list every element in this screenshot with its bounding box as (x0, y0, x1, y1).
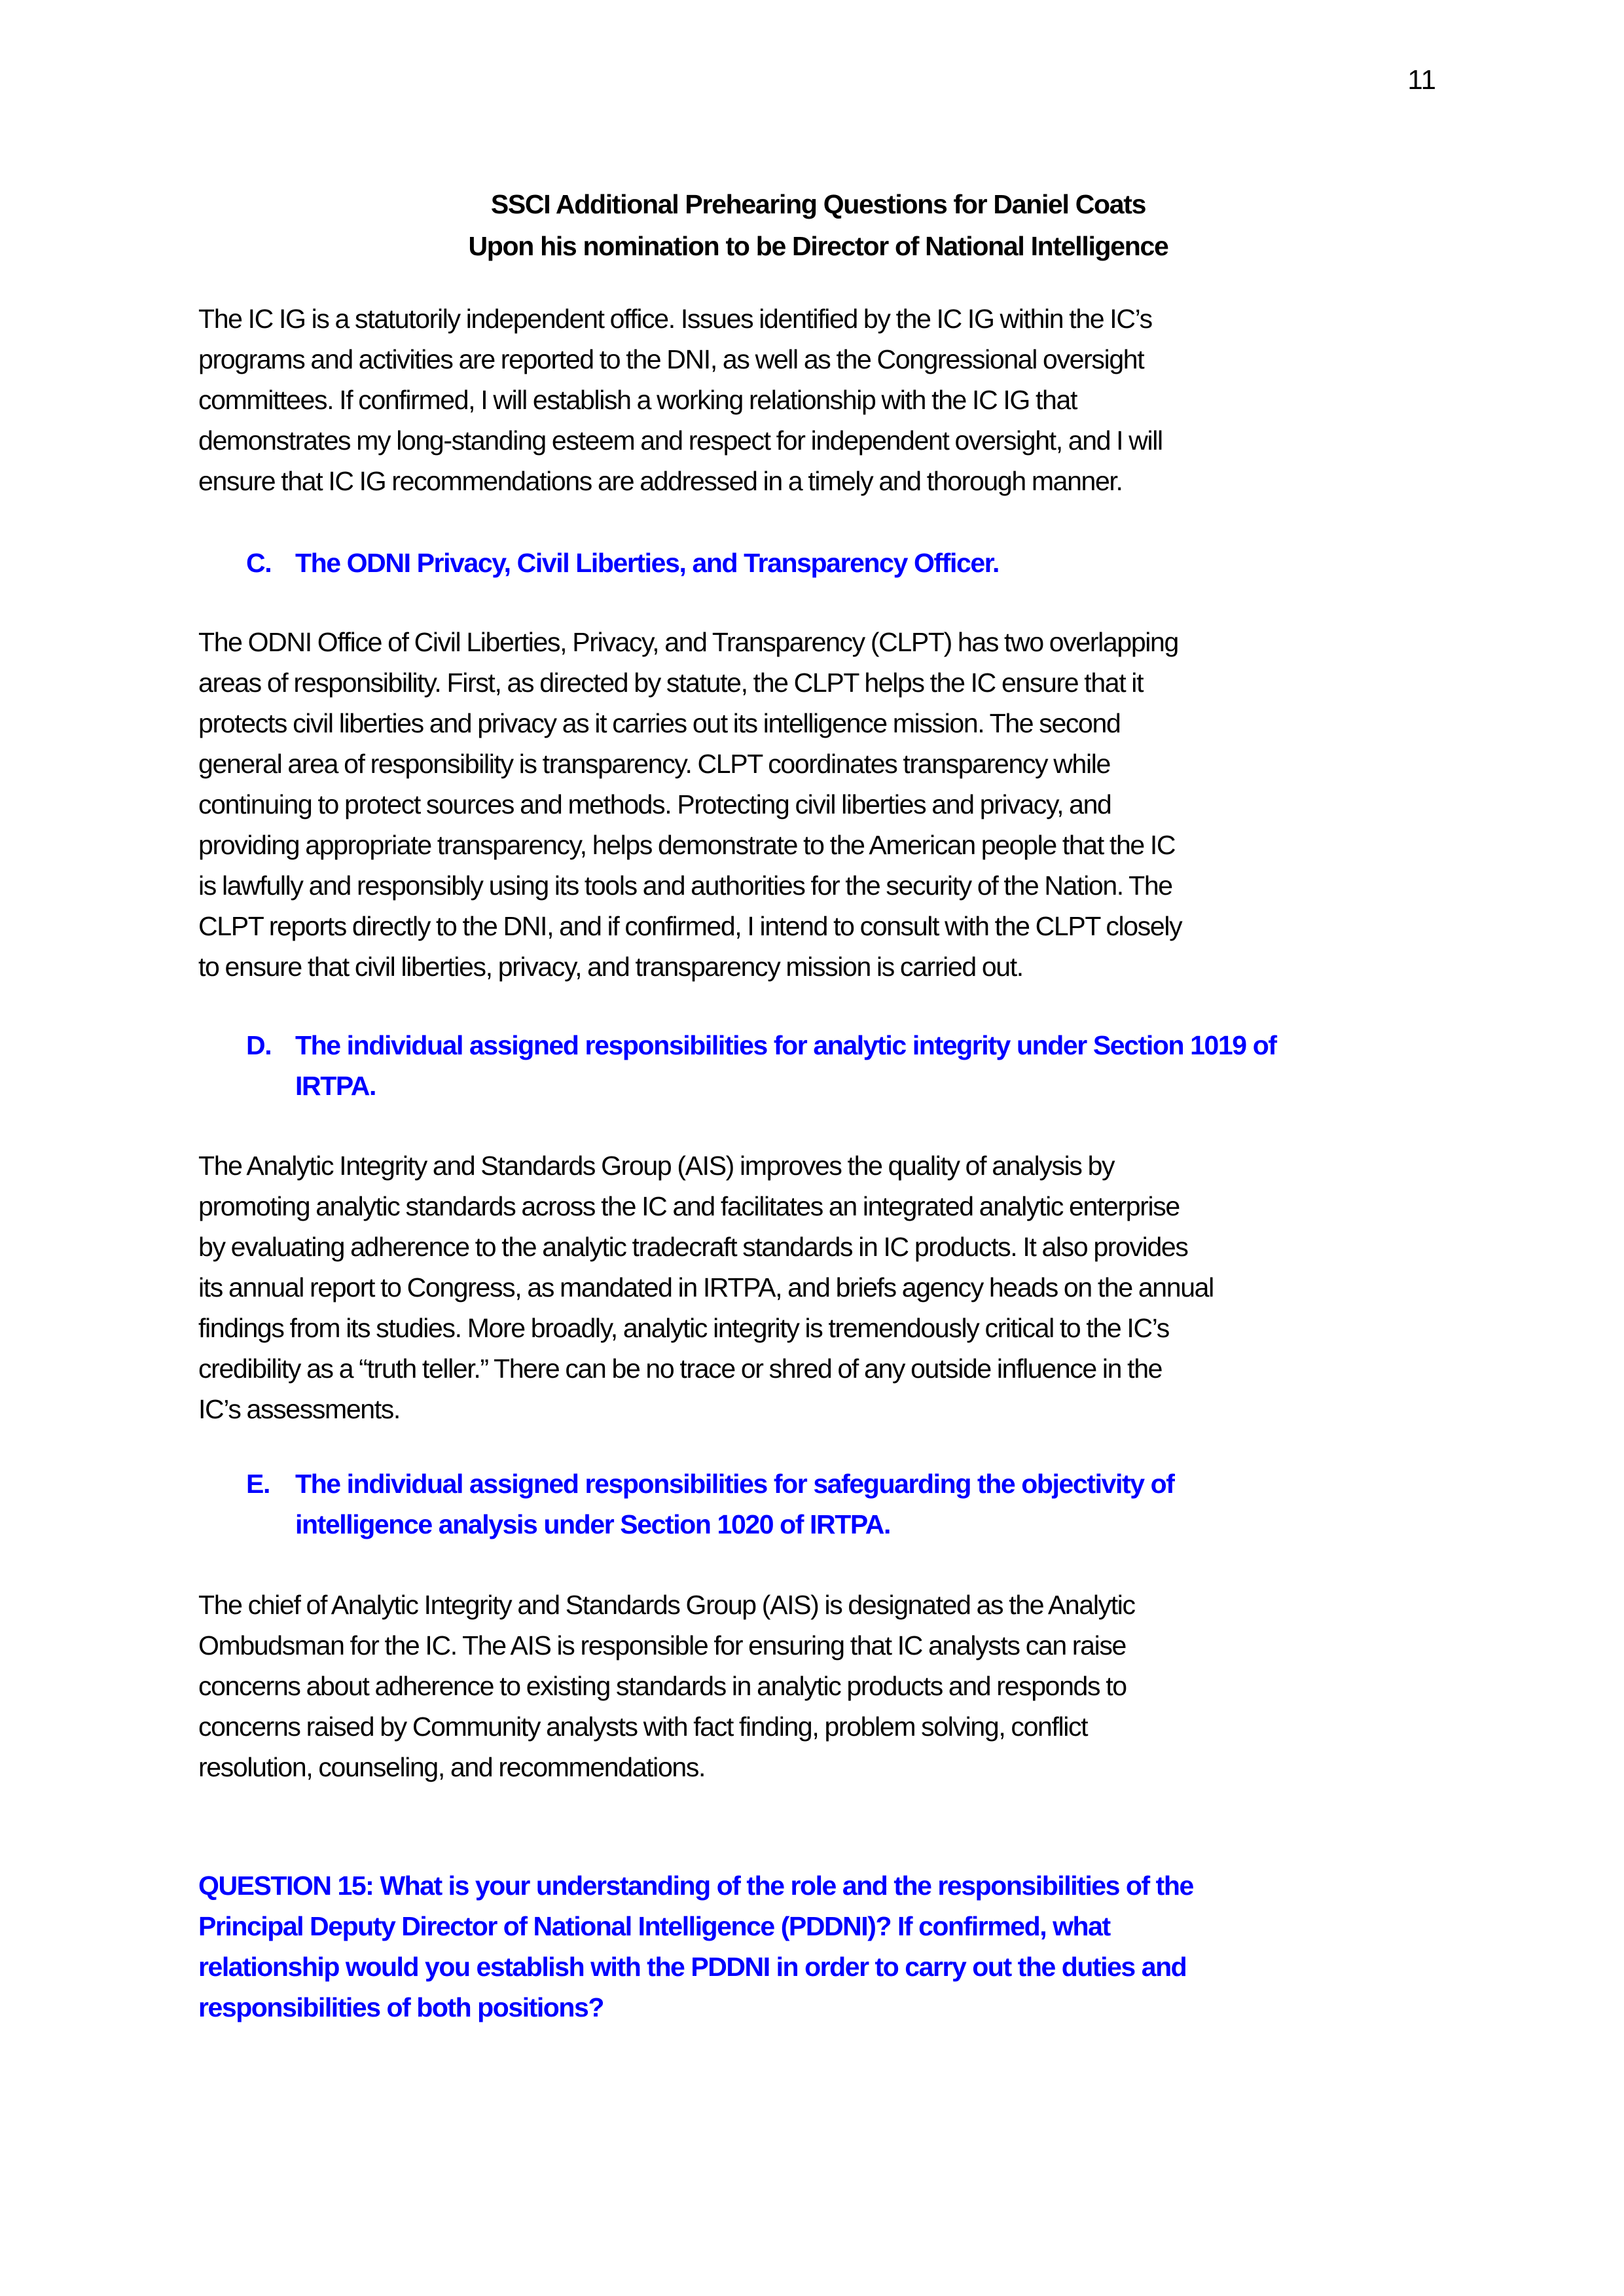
question-15 (198, 1865, 1475, 2028)
paragraph-line: demonstrates my long-standing esteem and respect for independent oversight, and I will (198, 425, 1163, 456)
paragraph-line: is lawfully and responsibly using its tools and authorities for the security of the Nation. The (198, 870, 1172, 901)
paragraph-line: areas of responsibility. First, as directed by statute, the CLPT helps the IC ensure that it (198, 668, 1144, 698)
intro-paragraph (198, 298, 1475, 501)
paragraph-line: by evaluating adherence to the analytic tradecraft standards in IC products. It also provides (198, 1232, 1188, 1262)
paragraph-line: credibility as a “truth teller.” There can be no trace or shred of any outside influence in the (198, 1354, 1163, 1384)
question-line: responsibilities of both positions? (198, 1992, 604, 2022)
title-line: SSCI Additional Prehearing Questions for Daniel Coats (490, 189, 1146, 219)
heading-text (295, 543, 999, 583)
list-marker: E. (246, 1469, 270, 1499)
heading-text (295, 1463, 1174, 1545)
page-number: 11 (1407, 64, 1436, 95)
paragraph-line: IC’s assessments. (198, 1394, 400, 1424)
list-marker: C. (246, 548, 272, 578)
document-title (196, 183, 1440, 267)
subtitle-line: Upon his nomination to be Director of National Intelligence (468, 231, 1168, 261)
paragraph-line: concerns raised by Community analysts with fact finding, problem solving, conflict (198, 1712, 1088, 1742)
paragraph-line: committees. If confirmed, I will establish a working relationship with the IC IG that (198, 385, 1077, 415)
paragraph-line: The chief of Analytic Integrity and Standards Group (AIS) is designated as the Analytic (198, 1590, 1135, 1620)
question-line: Principal Deputy Director of National Intelligence (PDDNI)? If confirmed, what (198, 1911, 1110, 1941)
paragraph-line: providing appropriate transparency, helps demonstrate to the American people that the IC (198, 830, 1176, 860)
paragraph-line: its annual report to Congress, as mandated in IRTPA, and briefs agency heads on the annual (198, 1272, 1214, 1302)
paragraph-line: Ombudsman for the IC. The AIS is responsible for ensuring that IC analysts can raise (198, 1630, 1126, 1660)
paragraph-line: The ODNI Office of Civil Liberties, Privacy, and Transparency (CLPT) has two overlapping (198, 627, 1178, 657)
question-line: relationship would you establish with the PDDNI in order to carry out the duties and (198, 1952, 1187, 1982)
paragraph-line: to ensure that civil liberties, privacy, and transparency mission is carried out. (198, 952, 1023, 982)
paragraph-line: ensure that IC IG recommendations are addressed in a timely and thorough manner. (198, 466, 1123, 496)
question-line: QUESTION 15: What is your understanding of the role and the responsibilities of the (198, 1871, 1193, 1901)
list-marker: D. (246, 1030, 272, 1060)
paragraph-line: programs and activities are reported to the DNI, as well as the Congressional oversight (198, 344, 1144, 374)
paragraph-line: promoting analytic standards across the IC and facilitates an integrated analytic enterprise (198, 1191, 1180, 1221)
ais-paragraph (198, 1145, 1475, 1429)
clpt-paragraph (198, 622, 1475, 987)
heading-line: The ODNI Privacy, Civil Liberties, and Transparency Officer. (295, 548, 1000, 578)
paragraph-line: The IC IG is a statutorily independent office. Issues identified by the IC IG within the IC’s (198, 304, 1152, 334)
paragraph-line: CLPT reports directly to the DNI, and if confirmed, I intend to consult with the CLPT closely (198, 911, 1182, 941)
paragraph-line: findings from its studies. More broadly, analytic integrity is tremendously critical to the IC’s (198, 1313, 1169, 1343)
heading-line: intelligence analysis under Section 1020 of IRTPA. (295, 1509, 890, 1539)
paragraph-line: resolution, counseling, and recommendations. (198, 1752, 706, 1782)
paragraph-line: protects civil liberties and privacy as it carries out its intelligence mission. The second (198, 708, 1121, 738)
paragraph-line: concerns about adherence to existing standards in analytic products and responds to (198, 1671, 1127, 1701)
paragraph-line: continuing to protect sources and methods. Protecting civil liberties and privacy, and (198, 789, 1111, 819)
heading-line: IRTPA. (295, 1071, 376, 1101)
paragraph-line: general area of responsibility is transparency. CLPT coordinates transparency while (198, 749, 1110, 779)
heading-text (295, 1025, 1276, 1106)
ombudsman-paragraph (198, 1585, 1475, 1787)
heading-line: The individual assigned responsibilities for analytic integrity under Section 1019 of (295, 1030, 1276, 1060)
heading-line: The individual assigned responsibilities for safeguarding the objectivity of (295, 1469, 1174, 1499)
paragraph-line: The Analytic Integrity and Standards Group (AIS) improves the quality of analysis by (198, 1151, 1115, 1181)
